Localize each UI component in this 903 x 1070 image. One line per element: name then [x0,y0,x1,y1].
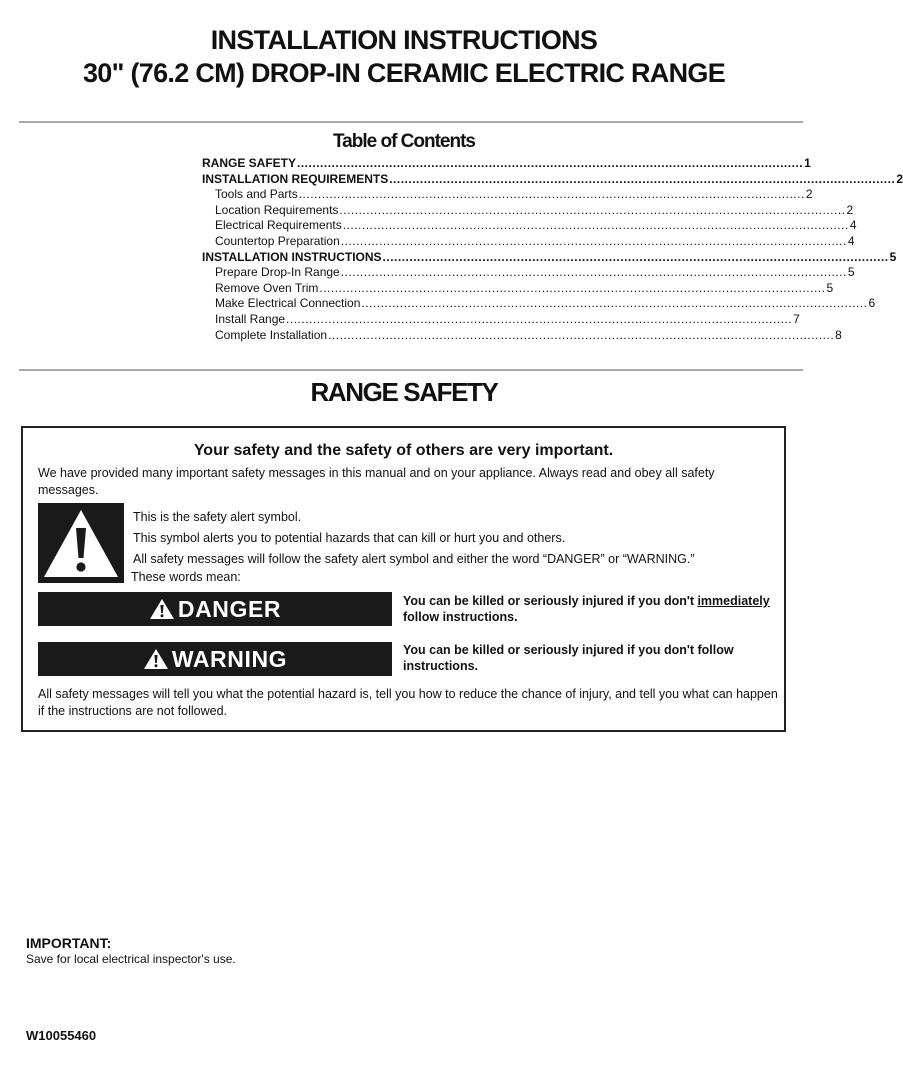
danger-signal-bar [38,592,392,626]
toc-leader-dots: .................................................................................................................................... [382,249,889,264]
toc-entry[interactable] [202,202,854,219]
warning-description: You can be killed or seriously injured if you don't follow instructions. [403,643,734,673]
toc-entry[interactable] [202,218,857,234]
title-line-1: INSTALLATION INSTRUCTIONS [210,25,598,55]
toc-entry-label: Install Range [215,311,286,326]
section-title: RANGE SAFETY [310,377,498,407]
safety-alert-triangle-icon [38,503,124,583]
toc-entry-label: INSTALLATION INSTRUCTIONS [202,249,382,264]
toc-entry[interactable] [202,280,834,297]
toc-entry-label: Electrical Requirements [215,218,342,233]
toc-entry-label: Prepare Drop-In Range [215,265,340,280]
toc-entry-page: 1 [804,156,811,170]
warning-label: WARNING [171,645,288,672]
toc-entry-label: Location Requirements [215,202,339,217]
toc-entry[interactable] [202,187,813,203]
toc-entry-page: 5 [847,265,855,280]
danger-desc-end: follow instructions. [403,610,518,624]
toc-entry[interactable] [202,296,876,312]
toc-entry[interactable] [202,171,903,188]
divider-middle [19,369,803,371]
toc-leader-dots: .................................................................................................................................... [389,171,896,186]
toc-leader-dots: .................................................................................................................................... [342,218,849,233]
toc-entry-page: 5 [826,280,834,295]
document-id: W10055460 [26,1028,97,1043]
warning-alert-icon [143,648,169,670]
toc-entry[interactable] [202,311,800,328]
toc-leader-dots: .................................................................................................................................... [340,265,847,280]
toc-entry[interactable] [202,156,811,172]
safety-alert-triangle-graphic [38,503,124,583]
toc-leader-dots: .................................................................................................................................... [319,280,826,295]
toc-entry-page: 2 [896,171,903,186]
divider-top [19,121,803,123]
danger-desc-start: You can be killed or seriously injured if you don't [403,594,698,608]
toc-entry-page: 2 [846,202,854,217]
toc-entry-label: Countertop Preparation [215,233,340,248]
danger-description [403,593,783,625]
toc-heading: Table of Contents [332,131,476,152]
toc-entry-page: 4 [849,218,857,233]
symbol-line: This symbol alerts you to potential hazards that can kill or hurt you and others. [133,531,566,545]
symbol-explanation [133,507,773,586]
toc-entry-label: Complete Installation [215,327,328,342]
toc-entry[interactable] [202,327,842,344]
symbol-line: This is the safety alert symbol. [133,510,302,524]
document-title [0,24,808,90]
toc-entry-label: RANGE SAFETY [202,156,297,170]
toc-leader-dots: .................................................................................................................................... [328,327,835,342]
toc-leader-dots: .................................................................................................................................... [339,202,846,217]
table-of-contents [202,156,903,343]
safety-closing: All safety messages will tell you what the potential hazard is, tell you how to reduce the chance of injury, and tell you what can happen if the instructions are not followed. [38,687,778,718]
warning-signal-bar [38,642,392,676]
toc-entry-page: 8 [835,327,842,342]
toc-entry[interactable] [202,233,855,250]
toc-entry-label: Tools and Parts [215,187,298,202]
toc-entry-label: Make Electrical Connection [215,296,361,311]
toc-leader-dots: .................................................................................................................................... [361,296,868,311]
important-text: Save for local electrical inspector's use. [26,952,236,966]
toc-entry-page: 5 [889,249,897,264]
toc-entry-page: 7 [793,311,800,326]
toc-entry[interactable] [202,265,855,281]
safety-box [21,426,786,732]
toc-entry-label: INSTALLATION REQUIREMENTS [202,171,389,186]
danger-label: DANGER [177,595,282,622]
toc-entry-page: 4 [847,233,855,248]
title-line-2: 30" (76.2 CM) DROP-IN CERAMIC ELECTRIC RANGE [82,58,726,88]
toc-entry[interactable] [202,249,897,266]
toc-entry-page: 2 [805,187,813,202]
danger-desc-emphasis: immediately [697,594,770,608]
symbol-line: All safety messages will follow the safety alert symbol and either the word “DANGER” or “WARNING.” [133,552,695,566]
words-mean-line: These words mean: [131,570,241,584]
toc-leader-dots: .................................................................................................................................... [340,233,847,248]
toc-entry-page: 6 [868,296,876,311]
toc-entry-label: Remove Oven Trim [215,280,319,295]
safety-headline: Your safety and the safety of others are very important. [193,442,614,459]
important-label: IMPORTANT: [26,935,112,951]
safety-intro: We have provided many important safety messages in this manual and on your appliance. Always read and obey all safety messages. [38,466,715,497]
toc-leader-dots: .................................................................................................................................... [286,311,793,326]
toc-leader-dots: .................................................................................................................................... [298,187,805,202]
danger-alert-icon [149,598,175,620]
toc-leader-dots: .................................................................................................................................... [297,156,804,170]
